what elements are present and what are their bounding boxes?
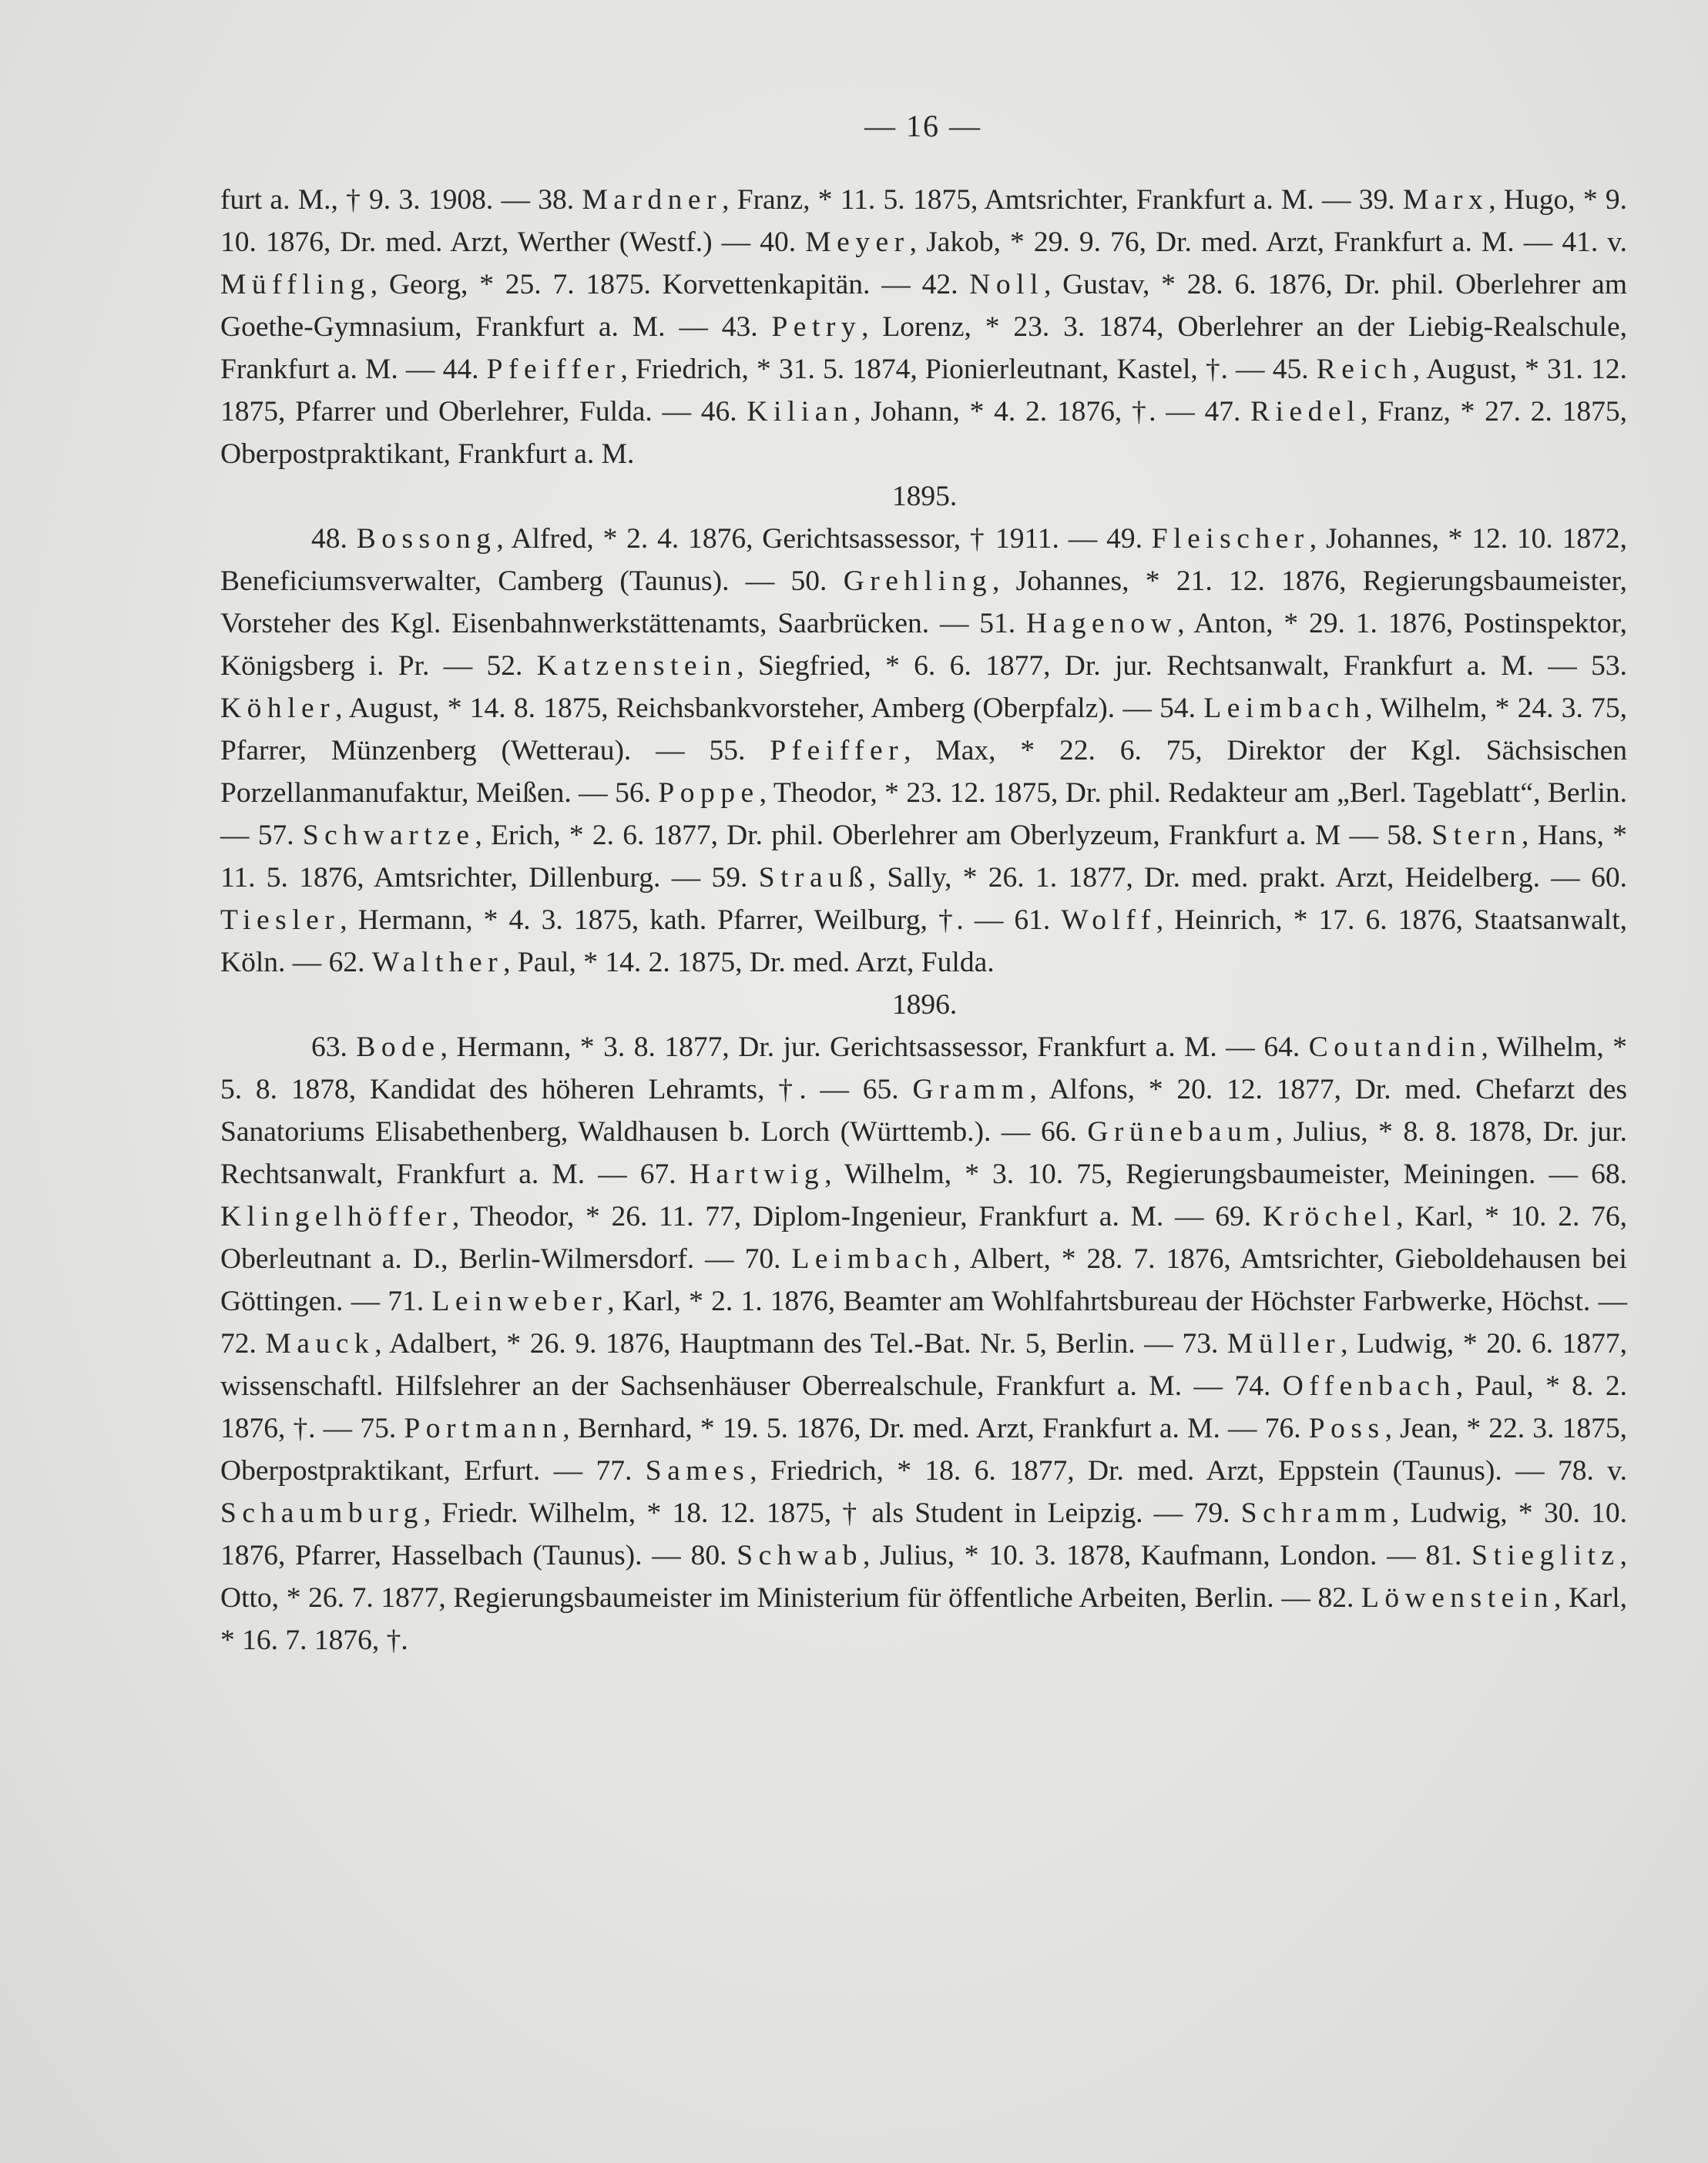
entry-text: , August, * 14. 8. 1875, Reichsbankvorsteher, Amberg (Oberpfalz). — 54. — [335, 692, 1204, 724]
entry-text: , Gustav, * 28. 6. 1876, Dr. phil. Oberlehrer am Goethe-Gymnasium, Frankfurt a. M. — 43. — [220, 269, 1627, 343]
entry-text: , Max, * 22. 6. 75, Direktor der Kgl. Sächsischen Porzellanmanufaktur, Meißen. — 56. — [220, 735, 1627, 809]
person-surname: Stern — [1431, 820, 1522, 851]
entry-text: , Friedr. Wilhelm, * 18. 12. 1875, † als Student in Leipzig. — 79. — [423, 1497, 1241, 1529]
entry-text: 48. — [311, 523, 357, 555]
entry-paragraph — [220, 518, 1627, 984]
entry-text: , Hans, * 11. 5. 1876, Amtsrichter, Dillenburg. — 59. — [220, 820, 1628, 894]
entry-paragraph — [220, 179, 1627, 475]
person-surname: Kilian — [747, 396, 854, 428]
person-surname: Poppe — [658, 777, 760, 809]
person-surname: Pfeiffer — [486, 354, 621, 385]
document-body — [220, 179, 1627, 1662]
entry-text: , Julius, * 10. 3. 1878, Kaufmann, London. — 81. — [862, 1540, 1472, 1571]
person-surname: Meyer — [805, 226, 910, 258]
entry-text: , Otto, * 26. 7. 1877, Regierungsbaumeister im Ministerium für öffentliche Arbeiten, Berlin. — 82. — [220, 1540, 1627, 1614]
entry-text: , Alfred, * 2. 4. 1876, Gerichtsassessor, † 1911. — 49. — [496, 523, 1152, 555]
entry-text: , Georg, * 25. 7. 1875. Korvettenkapitän. — 42. — [370, 269, 970, 300]
person-surname: Strauß — [758, 862, 869, 894]
person-surname: Leinweber — [431, 1286, 608, 1317]
entry-text: , Karl, * 16. 7. 1876, †. — [220, 1582, 1627, 1656]
entry-text: , Heinrich, * 17. 6. 1876, Staatsanwalt, Köln. — 62. — [220, 904, 1627, 978]
person-surname: Mardner — [582, 184, 723, 216]
entry-text: , Sally, * 26. 1. 1877, Dr. med. prakt. Arzt, Heidelberg. — 60. — [868, 862, 1627, 894]
entry-text: , Karl, * 10. 2. 76, Oberleutnant a. D., Berlin-Wilmersdorf. — 70. — [220, 1201, 1627, 1275]
person-surname: Grünebaum — [1087, 1116, 1276, 1148]
person-surname: Gramm — [912, 1074, 1030, 1105]
person-surname: Köhler — [220, 692, 336, 724]
entry-text: , Bernhard, * 19. 5. 1876, Dr. med. Arzt, Frankfurt a. M. — 76. — [562, 1413, 1309, 1444]
person-surname: Petry — [771, 311, 862, 343]
entry-text: , Julius, * 8. 8. 1878, Dr. jur. Rechtsanwalt, Frankfurt a. M. — 67. — [220, 1116, 1627, 1190]
person-surname: Leimbach — [1203, 692, 1366, 724]
page-number: — 16 — — [864, 109, 982, 143]
person-surname: Coutandin — [1308, 1031, 1481, 1063]
entry-text: , Paul, * 14. 2. 1875, Dr. med. Arzt, Fulda. — [503, 947, 995, 978]
entry-text: , Jakob, * 29. 9. 76, Dr. med. Arzt, Frankfurt a. M. — 41. v. — [909, 226, 1627, 258]
person-surname: Bossong — [356, 523, 497, 555]
person-surname: Leimbach — [791, 1243, 954, 1275]
entry-text: , Hermann, * 4. 3. 1875, kath. Pfarrer, Weilburg, †. — 61. — [340, 904, 1062, 936]
entry-text: , Wilhelm, * 5. 8. 1878, Kandidat des höheren Lehramts, †. — 65. — [220, 1031, 1628, 1105]
entry-text: , August, * 31. 12. 1875, Pfarrer und Oberlehrer, Fulda. — 46. — [220, 354, 1627, 428]
entry-text: , Theodor, * 26. 11. 77, Diplom-Ingenieur, Frankfurt a. M. — 69. — [451, 1201, 1263, 1232]
person-surname: Schramm — [1240, 1497, 1392, 1529]
entry-text: , Albert, * 28. 7. 1876, Amtsrichter, Gieboldehausen bei Göttingen. — 71. — [220, 1243, 1627, 1317]
entry-text: , Alfons, * 20. 12. 1877, Dr. med. Chefarzt des Sanatoriums Elisabethenberg, Waldhausen b. Lorch (Württemb.). — 66. — [220, 1074, 1627, 1148]
entry-text: , Hermann, * 3. 8. 1877, Dr. jur. Gerichtsassessor, Frankfurt a. M. — 64. — [440, 1031, 1309, 1063]
year-heading: 1896. — [891, 989, 958, 1021]
person-surname: Katzenstein — [536, 650, 737, 682]
person-surname: Mauck — [265, 1328, 375, 1360]
person-surname: Grehling — [843, 565, 992, 597]
person-surname: Kröchel — [1262, 1201, 1397, 1232]
person-surname: Portmann — [404, 1413, 563, 1444]
person-surname: Müffling — [220, 269, 371, 300]
person-surname: Müller — [1227, 1328, 1341, 1360]
person-surname: Hagenow — [1026, 608, 1178, 639]
entry-text: , Franz, * 27. 2. 1875, Oberpostpraktikant, Frankfurt a. M. — [220, 396, 1627, 470]
entry-text: , Johann, * 4. 2. 1876, †. — 47. — [854, 396, 1251, 428]
person-surname: Bode — [356, 1031, 441, 1063]
person-surname: Wolff — [1061, 904, 1156, 936]
person-surname: Schwab — [737, 1540, 863, 1571]
entry-text: , Wilhelm, * 24. 3. 75, Pfarrer, Münzenberg (Wetterau). — 55. — [220, 692, 1627, 766]
person-surname: Klingelhöffer — [220, 1201, 452, 1232]
person-surname: Walther — [371, 947, 504, 978]
entry-text: , Theodor, * 23. 12. 1875, Dr. phil. Redakteur am „Berl. Tageblatt“, Berlin. — 57. — [220, 777, 1627, 851]
entry-text: , Franz, * 11. 5. 1875, Amtsrichter, Frankfurt a. M. — 39. — [722, 184, 1403, 216]
person-surname: Marx — [1402, 184, 1489, 216]
entry-text: , Johannes, * 12. 10. 1872, Beneficiumsverwalter, Camberg (Taunus). — 50. — [220, 523, 1627, 597]
entry-text: , Hugo, * 9. 10. 1876, Dr. med. Arzt, Werther (Westf.) — 40. — [220, 184, 1628, 258]
entry-text: 63. — [311, 1031, 357, 1063]
entry-text: , Adalbert, * 26. 9. 1876, Hauptmann des Tel.-Bat. Nr. 5, Berlin. — 73. — [374, 1328, 1228, 1360]
entry-text: , Lorenz, * 23. 3. 1874, Oberlehrer an der Liebig-Realschule, Frankfurt a. M. — 44. — [220, 311, 1627, 385]
person-surname: Löwenstein — [1361, 1582, 1554, 1614]
person-surname: Schwartze — [302, 820, 475, 851]
entry-text: , Anton, * 29. 1. 1876, Postinspektor, Königsberg i. Pr. — 52. — [220, 608, 1627, 682]
person-surname: Noll — [969, 269, 1044, 300]
person-surname: Pfeiffer — [770, 735, 904, 766]
entry-text: , Friedrich, * 31. 5. 1874, Pionierleutnant, Kastel, †. — 45. — [620, 354, 1317, 385]
entry-text: , Ludwig, * 30. 10. 1876, Pfarrer, Hasselbach (Taunus). — 80. — [220, 1497, 1627, 1571]
person-surname: Stieglitz — [1471, 1540, 1620, 1571]
person-surname: Fleischer — [1151, 523, 1310, 555]
person-surname: Schaumburg — [220, 1497, 424, 1529]
entry-text: , Johannes, * 21. 12. 1876, Regierungsbaumeister, Vorsteher des Kgl. Eisenbahnwerkstättenamts, Saarbrücken. — 51. — [220, 565, 1627, 639]
entry-text: , Siegfried, * 6. 6. 1877, Dr. jur. Rechtsanwalt, Frankfurt a. M. — 53. — [737, 650, 1627, 682]
person-surname: Sames — [645, 1455, 750, 1487]
person-surname: Tiesler — [220, 904, 341, 936]
person-surname: Riedel — [1250, 396, 1361, 428]
entry-text: , Friedrich, * 18. 6. 1877, Dr. med. Arzt, Eppstein (Taunus). — 78. v. — [750, 1455, 1627, 1487]
entry-text: , Karl, * 2. 1. 1876, Beamter am Wohlfahrtsbureau der Höchster Farbwerke, Höchst. — 72. — [220, 1286, 1628, 1360]
entry-text: , Ludwig, * 20. 6. 1877, wissenschaftl. Hilfslehrer an der Sachsenhäuser Oberrealschule, Frankfurt a. M. — 74. — [220, 1328, 1627, 1402]
entry-paragraph — [220, 1026, 1627, 1662]
year-heading: 1895. — [891, 481, 958, 512]
entry-text: , Jean, * 22. 3. 1875, Oberpostpraktikant, Erfurt. — 77. — [220, 1413, 1627, 1487]
entry-text: , Wilhelm, * 3. 10. 75, Regierungsbaumeister, Meiningen. — 68. — [824, 1159, 1627, 1190]
person-surname: Poss — [1308, 1413, 1385, 1444]
entry-text: , Erich, * 2. 6. 1877, Dr. phil. Oberlehrer am Oberlyzeum, Frankfurt a. M — 58. — [475, 820, 1432, 851]
entry-text: furt a. M., † 9. 3. 1908. — 38. — [220, 184, 582, 216]
person-surname: Hartwig — [689, 1159, 825, 1190]
person-surname: Reich — [1316, 354, 1413, 385]
person-surname: Offenbach — [1282, 1370, 1456, 1402]
entry-text: , Paul, * 8. 2. 1876, †. — 75. — [220, 1370, 1627, 1444]
